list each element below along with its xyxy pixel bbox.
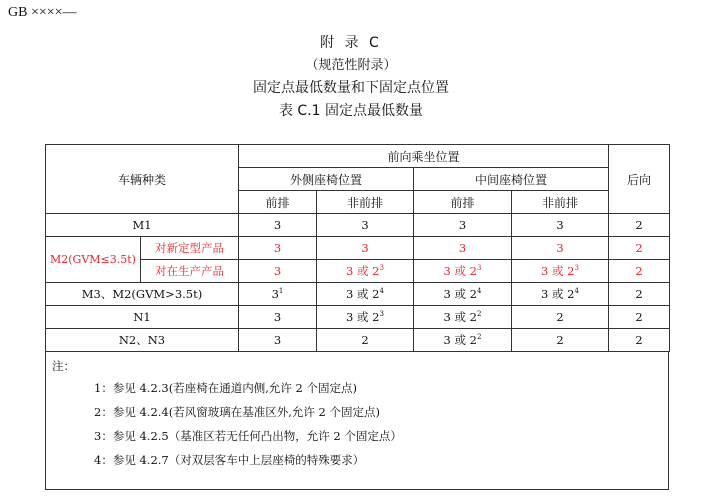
note-ref: 3	[379, 264, 384, 273]
table-cell: 3 或 $2^4$	[414, 283, 512, 306]
header-front-row: 前排	[414, 191, 512, 214]
header-vehicle-type: 车辆种类	[46, 145, 239, 214]
table-cell: $3^1$	[239, 283, 317, 306]
table-cell: 3	[317, 237, 414, 260]
table-cell: 2	[317, 329, 414, 352]
header-nonfront-row: 非前排	[512, 191, 609, 214]
table-row	[46, 214, 670, 237]
appendix-nature: （规范性附录）	[305, 58, 397, 73]
table-cell: 3	[317, 214, 414, 237]
notes-label: 注：	[52, 359, 75, 373]
table-cell: 2	[512, 329, 609, 352]
table-cell: 2	[609, 306, 670, 329]
vehicle-category: M2(GVM≤3.5t)	[46, 237, 141, 283]
note-ref: 4	[379, 287, 384, 296]
table-cell: 3 或 $2^2$	[414, 306, 512, 329]
header-outer-seat: 外侧座椅位置	[239, 168, 414, 191]
header-nonfront-row: 非前排	[317, 191, 414, 214]
table-cell: 3	[414, 237, 512, 260]
table-cell: 3 或 $2^3$	[317, 306, 414, 329]
vehicle-subcategory: 对新定型产品	[141, 237, 239, 260]
vehicle-subcategory: 对在生产产品	[141, 260, 239, 283]
table-title: 表 C.1 固定点最低数量	[278, 103, 424, 119]
vehicle-category: M1	[46, 214, 239, 237]
anchorage-table	[45, 144, 670, 352]
table-cell: 3	[239, 260, 317, 283]
table-row	[46, 237, 670, 260]
header-middle-seat: 中间座椅位置	[414, 168, 609, 191]
appendix-main-title: 固定点最低数量和下固定点位置	[253, 80, 449, 96]
note-ref: 4	[476, 287, 482, 296]
standard-code: GB ××××—	[8, 5, 77, 20]
table-cell: 3 或 $2^3$	[317, 260, 414, 283]
appendix-title: 附 录 C	[320, 35, 382, 51]
table-cell: 3	[239, 214, 317, 237]
table-cell: 3	[239, 237, 317, 260]
header-front-row: 前排	[239, 191, 317, 214]
vehicle-category: N1	[46, 306, 239, 329]
table-cell: 3 或 $2^3$	[414, 260, 512, 283]
table-row	[46, 306, 670, 329]
table-cell: 3	[414, 214, 512, 237]
table-cell: 2	[609, 237, 670, 260]
table-cell: 3	[512, 237, 609, 260]
table-cell: 3 或 $2^2$	[414, 329, 512, 352]
vehicle-category: M3、M2(GVM>3.5t)	[46, 283, 239, 306]
note-item: 1：参见 4.2.3(若座椅在通道内侧,允许 2 个固定点)	[94, 381, 357, 395]
header-forward: 前向乘坐位置	[239, 145, 609, 168]
note-item: 4：参见 4.2.7（对双层客车中上层座椅的特殊要求）	[94, 453, 365, 467]
table-cell: 2	[512, 306, 609, 329]
table-row	[46, 329, 670, 352]
vehicle-category: N2、N3	[46, 329, 239, 352]
table-cell: 3	[512, 214, 609, 237]
table-cell: 2	[609, 329, 670, 352]
note-ref: 1	[278, 287, 284, 296]
note-item: 3：参见 4.2.5（基准区若无任何凸出物，允许 2 个固定点）	[94, 429, 402, 443]
table-cell: 3 或 $2^4$	[512, 283, 609, 306]
note-item: 2：参见 4.2.4(若风窗玻璃在基准区外,允许 2 个固定点)	[94, 405, 380, 419]
note-ref: 3	[476, 264, 482, 273]
table-cell: 3	[239, 306, 317, 329]
table-cell: 2	[609, 283, 670, 306]
table-cell: 3 或 $2^3$	[512, 260, 609, 283]
note-ref: 2	[476, 310, 482, 319]
note-ref: 3	[379, 310, 384, 319]
table-cell: 3	[239, 329, 317, 352]
note-ref: 4	[574, 287, 579, 296]
table-notes	[45, 352, 669, 490]
note-ref: 3	[574, 264, 579, 273]
table-cell: 3 或 $2^4$	[317, 283, 414, 306]
table-cell: 2	[609, 214, 670, 237]
header-rearward: 后向	[609, 145, 670, 214]
note-ref: 2	[476, 333, 482, 342]
table-row	[46, 283, 670, 306]
table-cell: 2	[609, 260, 670, 283]
